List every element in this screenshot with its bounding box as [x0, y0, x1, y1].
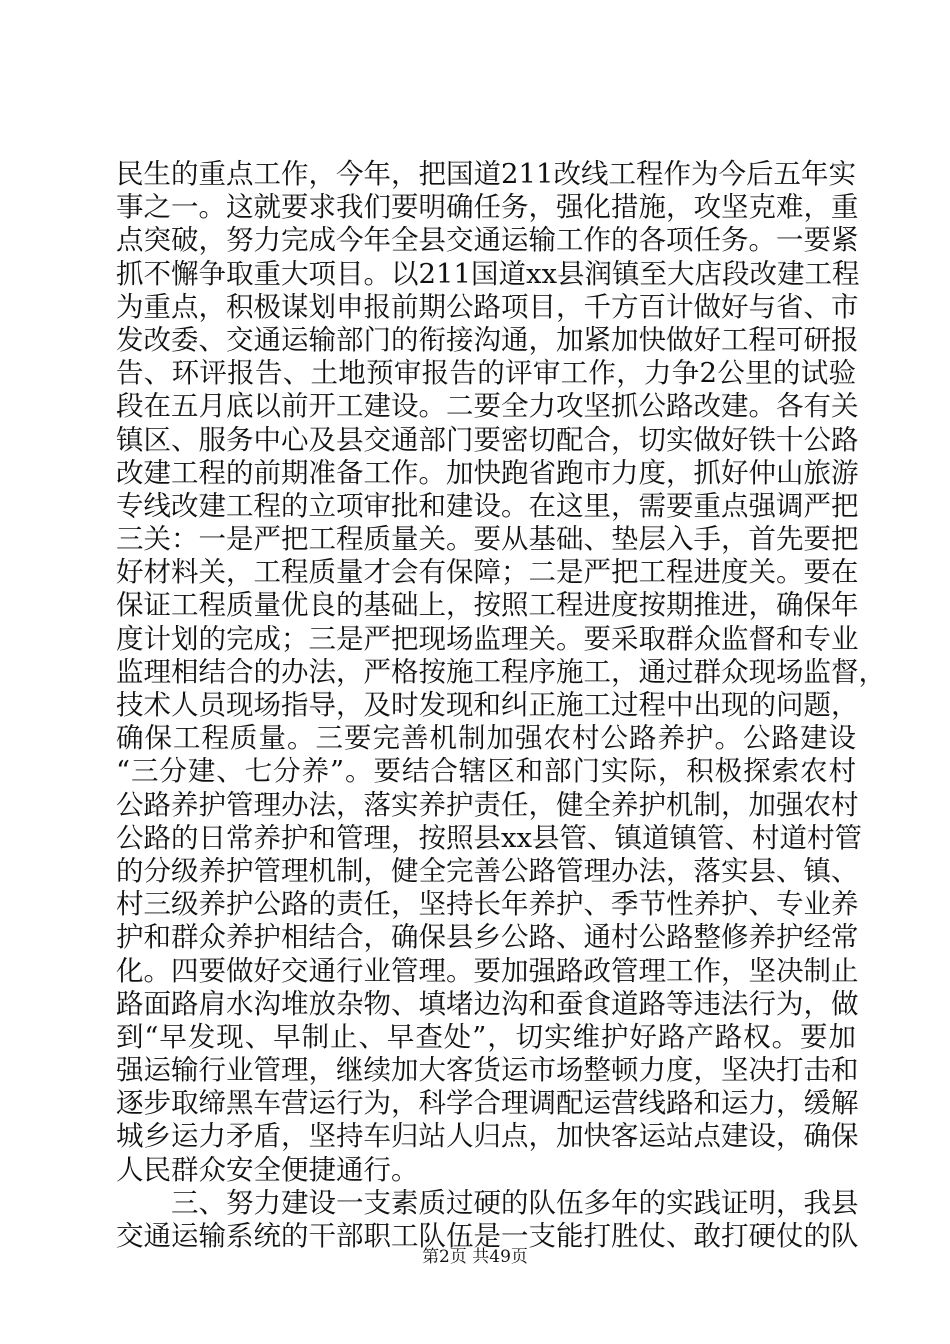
text-line: “三分建、七分养”。要结合辖区和部门实际，积极探索农村: [116, 755, 856, 788]
text-line: 三关：一是严把工程质量关。要从基础、垫层入手，首先要把: [116, 523, 859, 556]
body-text: [116, 158, 886, 1253]
text-line: 技术人员现场指导，及时发现和纠正施工过程中出现的问题，: [116, 689, 859, 721]
text-line: 镇区、服务中心及县交通部门要密切配合，切实做好铁十公路: [116, 423, 859, 456]
text-line: 的分级养护管理机制，健全完善公路管理办法，落实县、镇、: [116, 854, 859, 887]
text-line: 确保工程质量。三要完善机制加强农村公路养护。公路建设: [116, 722, 856, 755]
text-line: 事之一。这就要求我们要明确任务，强化措施，攻坚克难，重: [116, 191, 859, 224]
text-line: 护和群众养护相结合，确保县乡公路、通村公路整修养护经常: [116, 921, 859, 954]
text-line: 公路养护管理办法，落实养护责任，健全养护机制，加强农村: [116, 788, 859, 821]
text-line: 改建工程的前期准备工作。加快跑省跑市力度，抓好仲山旅游: [116, 456, 859, 489]
text-line: 公路的日常养护和管理，按照县xx县管、镇道镇管、村道村管: [116, 821, 863, 854]
text-line: 村三级养护公路的责任，坚持长年养护、季节性养护、专业养: [116, 888, 859, 921]
text-line: 为重点，积极谋划申报前期公路项目，千方百计做好与省、市: [116, 290, 859, 323]
text-line: 点突破，努力完成今年全县交通运输工作的各项任务。一要紧: [116, 224, 859, 257]
text-line: 发改委、交通运输部门的衔接沟通，加紧加快做好工程可研报: [116, 323, 859, 356]
text-line: 抓不懈争取重大项目。以211国道xx县润镇至大店段改建工程: [116, 257, 860, 290]
text-line: 化。四要做好交通行业管理。要加强路政管理工作，坚决制止: [116, 954, 859, 987]
text-line: 好材料关，工程质量才会有保障；二是严把工程进度关。要在: [116, 556, 859, 589]
page-number-label: 第2页 共49页: [422, 1247, 528, 1267]
paragraph-end-line: 人民群众安全便捷通行。: [116, 1153, 419, 1186]
text-line: 交通运输系统的干部职工队伍是一支能打胜仗、敢打硬仗的队: [116, 1220, 859, 1252]
text-line: 路面路肩水沟堆放杂物、填堵边沟和蚕食道路等违法行为，做: [116, 987, 859, 1020]
text-line: 段在五月底以前开工建设。二要全力攻坚抓公路改建。各有关: [116, 390, 859, 423]
text-line: 城乡运力矛盾，坚持车归站人归点，加快客运站点建设，确保: [116, 1120, 859, 1153]
text-line: 到“早发现、早制止、早查处”，切实维护好路产路权。要加: [116, 1020, 856, 1053]
text-line: 监理相结合的办法，严格按施工程序施工，通过群众现场监督，: [116, 655, 886, 688]
text-line: 强运输行业管理，继续加大客货运市场整顿力度，坚决打击和: [116, 1054, 859, 1087]
page-footer: [0, 1242, 950, 1267]
text-line: 度计划的完成；三是严把现场监理关。要采取群众监督和专业: [116, 622, 859, 655]
text-line: 告、环评报告、土地预审报告的评审工作，力争2公里的试验: [116, 357, 856, 390]
text-line: 保证工程质量优良的基础上，按照工程进度按期推进，确保年: [116, 589, 859, 622]
text-line: 逐步取缔黑车营运行为，科学合理调配运营线路和运力，缓解: [116, 1087, 859, 1120]
paragraph-start-line: 三、努力建设一支素质过硬的队伍多年的实践证明，我县: [171, 1186, 859, 1219]
text-line: 专线改建工程的立项审批和建设。在这里，需要重点强调严把: [116, 489, 859, 522]
text-line: 民生的重点工作，今年，把国道211改线工程作为今后五年实: [116, 158, 856, 190]
